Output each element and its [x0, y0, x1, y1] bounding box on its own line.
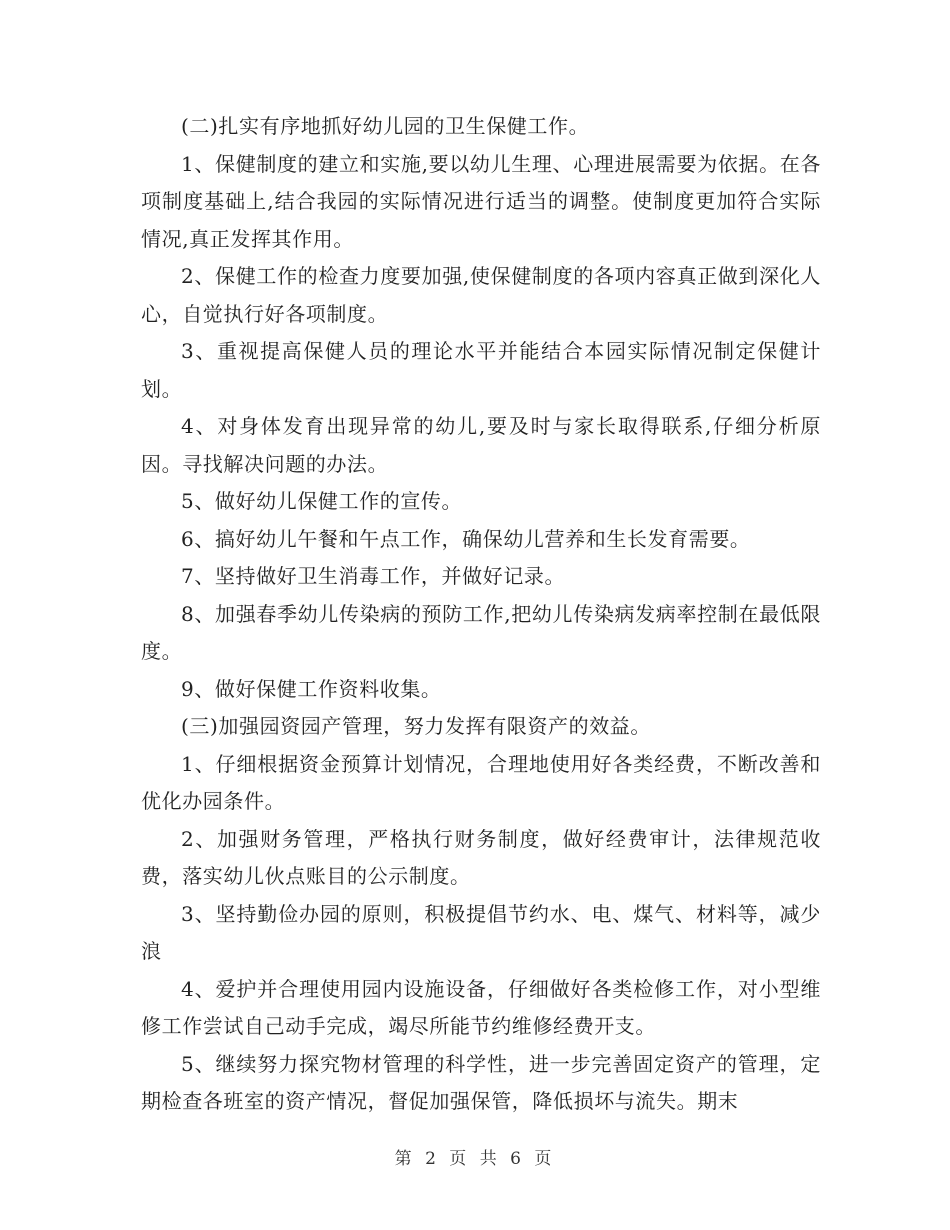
section-heading-assets: (三)加强园资园产管理，努力发挥有限资产的效益。 — [181, 714, 652, 738]
paragraph-item: 7、坚持做好卫生消毒工作，并做好记录。 — [181, 564, 566, 588]
paragraph-item: 9、做好保健工作资料收集。 — [181, 676, 442, 701]
paragraph-item: 5、做好幼儿保健工作的宣传。 — [181, 489, 463, 513]
paragraph-item: 4、对身体发育出现异常的幼儿,要及时与家长取得联系,仔细分析原因。寻找解决问题的办法。 — [141, 414, 821, 476]
paragraph-item: 3、重视提高保健人员的理论水平并能结合本园实际情况制定保健计划。 — [141, 339, 821, 401]
section-heading-health: (二)扎实有序地抓好幼儿园的卫生保健工作。 — [181, 114, 590, 138]
paragraph-item: 6、搞好幼儿午餐和午点工作，确保幼儿营养和生长发育需要。 — [181, 526, 751, 551]
page-number-footer: 第 2 页 共 6 页 — [394, 1149, 556, 1169]
paragraph-item: 1、仔细根据资金预算计划情况，合理地使用好各类经费，不断改善和优化办园条件。 — [141, 751, 821, 813]
paragraph-item: 2、加强财务管理，严格执行财务制度，做好经费审计，法律规范收费，落实幼儿伙点账目的公示制度。 — [141, 826, 821, 888]
document-body — [141, 108, 821, 1121]
paragraph-item: 5、继续努力探究物材管理的科学性，进一步完善固定资产的管理，定期检查各班室的资产情况，督促加强保管，降低损坏与流失。期末 — [141, 1051, 821, 1113]
paragraph-item: 1、保健制度的建立和实施,要以幼儿生理、心理进展需要为依据。在各项制度基础上,结合我园的实际情况进行适当的调整。使制度更加符合实际情况,真正发挥其作用。 — [141, 151, 821, 251]
paragraph-item: 4、爱护并合理使用园内设施设备，仔细做好各类检修工作，对小型维修工作尝试自己动手完成，竭尽所能节约维修经费开支。 — [141, 976, 821, 1038]
paragraph-item: 2、保健工作的检查力度要加强,使保健制度的各项内容真正做到深化人心，自觉执行好各项制度。 — [141, 264, 821, 326]
paragraph-item: 3、坚持勤俭办园的原则，积极提倡节约水、电、煤气、材料等，减少浪 — [141, 901, 821, 963]
paragraph-item: 8、加强春季幼儿传染病的预防工作,把幼儿传染病发病率控制在最低限度。 — [141, 601, 821, 663]
